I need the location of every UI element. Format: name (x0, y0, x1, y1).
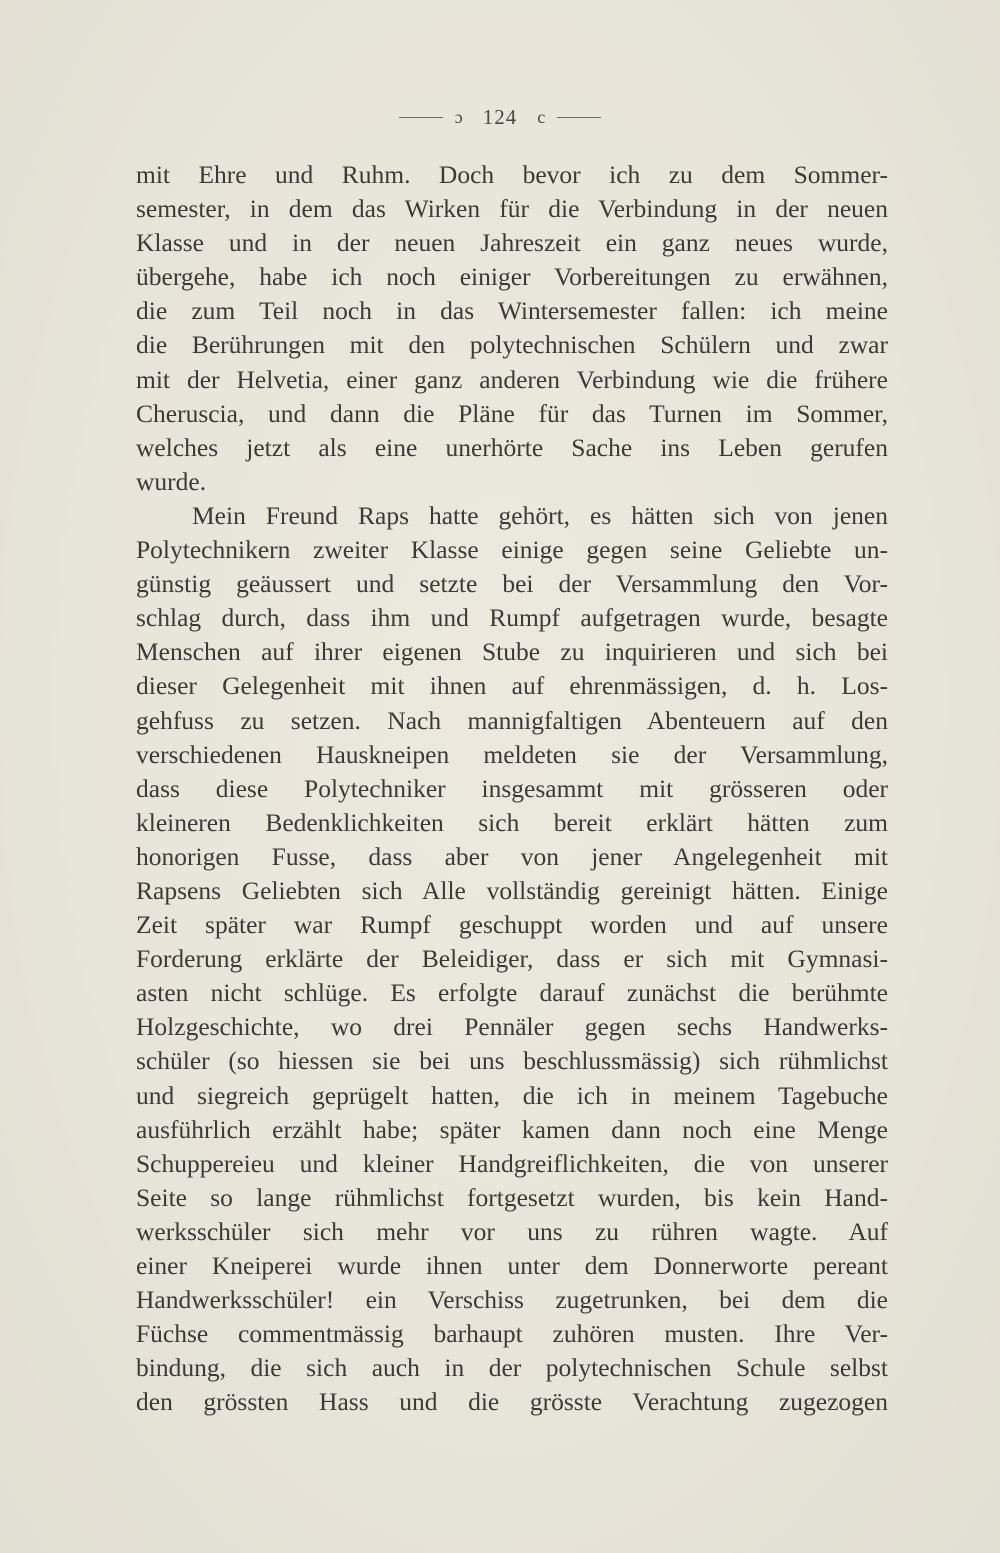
text-line: asten nicht schlüge. Es erfolgte darauf zunächst die berühmte (136, 978, 888, 1008)
text-line: Polytechnikern zweiter Klasse einige gegen seine Geliebte un- (136, 535, 888, 565)
text-line: kleineren Bedenklichkeiten sich bereit erklärt hätten zum (136, 807, 888, 837)
text-line: dass diese Polytechniker insgesammt mit grösseren oder (136, 773, 888, 803)
text-line: Rapsens Geliebten sich Alle vollständig gereinigt hätten. Einige (136, 875, 888, 905)
text-line: Menschen auf ihrer eigenen Stube zu inquirieren und sich bei (136, 637, 888, 667)
text-line: mit Ehre und Ruhm. Doch bevor ich zu dem Sommer- (136, 160, 888, 189)
text-line: schlag durch, dass ihm und Rumpf aufgetragen wurde, besagte (136, 603, 888, 633)
header-rule-left (399, 117, 443, 118)
text-line: bindung, die sich auch in der polytechnischen Schule selbst (136, 1353, 888, 1383)
text-line: und siegreich geprügelt hatten, die ich in meinem Tagebuche (136, 1080, 888, 1110)
body-text (136, 158, 888, 1419)
text-line: mit der Helvetia, einer ganz anderen Verbindung wie die frühere (136, 364, 888, 394)
text-line: Handwerksschüler! ein Verschiss zugetrunken, bei dem die (136, 1285, 888, 1315)
text-line: den grössten Hass und die grösste Verachtung zugezogen (136, 1387, 888, 1417)
text-line: dieser Gelegenheit mit ihnen auf ehrenmässigen, d. h. Los- (136, 671, 888, 701)
text-line: werksschüler sich mehr vor uns zu rühren wagte. Auf (136, 1216, 888, 1246)
text-line: Seite so lange rühmlichst fortgesetzt wurden, bis kein Hand- (136, 1182, 888, 1212)
text-line: Schuppereieu und kleiner Handgreiflichkeiten, die von unserer (136, 1148, 888, 1178)
header-rule-right (557, 117, 601, 118)
text-line: verschiedenen Hauskneipen meldeten sie der Versammlung, (136, 739, 888, 769)
text-line: Füchse commentmässig barhaupt zuhören musten. Ihre Ver- (136, 1319, 888, 1349)
text-line: günstig geäussert und setzte bei der Versammlung den Vor- (136, 569, 888, 599)
text-line: semester, in dem das Wirken für die Verbindung in der neuen (136, 194, 888, 224)
text-line: Cheruscia, und dann die Pläne für das Turnen im Sommer, (136, 398, 888, 428)
text-line: wurde. (136, 466, 207, 496)
text-line: Mein Freund Raps hatte gehört, es hätten sich von jenen (192, 500, 888, 530)
page-header (0, 100, 1000, 134)
text-line: übergehe, habe ich noch einiger Vorbereitungen zu erwähnen, (136, 262, 888, 292)
text-line: welches jetzt als eine unerhörte Sache ins Leben gerufen (136, 432, 888, 462)
text-line: ausführlich erzählt habe; später kamen dann noch eine Menge (136, 1114, 888, 1144)
text-line: Klasse und in der neuen Jahreszeit ein ganz neues wurde, (136, 228, 888, 258)
text-line: die Berührungen mit den polytechnischen Schülern und zwar (136, 330, 888, 360)
text-line: die zum Teil noch in das Wintersemester fallen: ich meine (136, 296, 888, 326)
header-ornament-left: ɔ (454, 106, 463, 127)
text-line: Zeit später war Rumpf geschuppt worden und auf unsere (136, 910, 888, 940)
text-line: gehfuss zu setzen. Nach mannigfaltigen Abenteuern auf den (136, 705, 888, 735)
text-line: Forderung erklärte der Beleidiger, dass er sich mit Gymnasi- (136, 944, 888, 974)
text-line: Holzgeschichte, wo drei Pennäler gegen sechs Handwerks- (136, 1012, 888, 1042)
text-line: schüler (so hiessen sie bei uns beschlussmässig) sich rühmlichst (136, 1046, 888, 1076)
text-line: honorigen Fusse, dass aber von jener Angelegenheit mit (136, 841, 888, 871)
page-number: 124 (482, 104, 518, 129)
text-line: einer Kneiperei wurde ihnen unter dem Donnerworte pereant (136, 1251, 888, 1280)
header-ornament-right: c (537, 106, 546, 127)
